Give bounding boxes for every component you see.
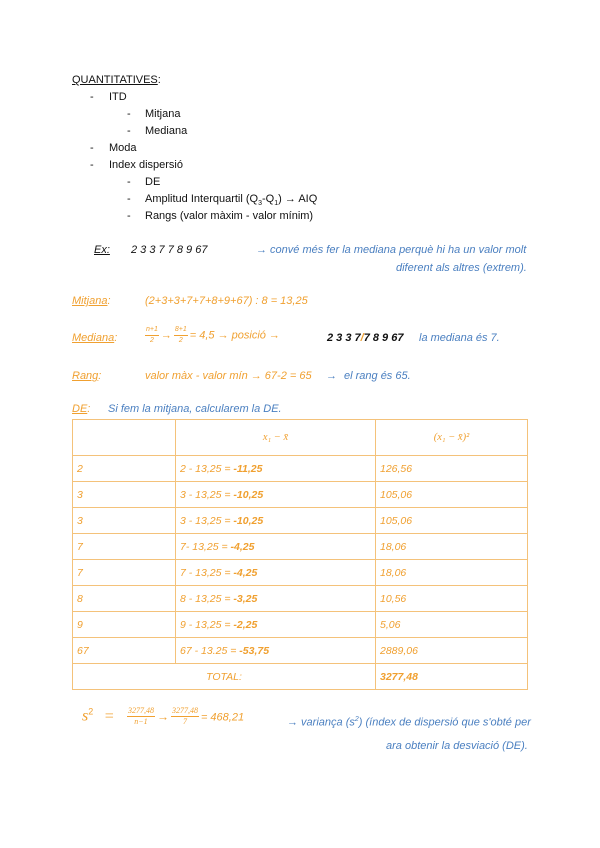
section-title-text: QUANTITATIVES [72, 74, 158, 86]
fraction-denominator: 7 [182, 717, 187, 726]
fraction-numerator: 8+1 [174, 325, 188, 336]
cell-x: 8 [73, 586, 176, 612]
table-row [73, 612, 528, 638]
mediana-result: = 4,5 → posició → [189, 329, 280, 342]
table-header-row [73, 420, 528, 456]
fraction-numerator: 3277,48 [171, 706, 198, 715]
de-label-text: DE [72, 403, 88, 415]
deviation-value: -53,75 [239, 644, 270, 657]
table-row [73, 482, 528, 508]
amplitud-mid: -Q [262, 193, 275, 205]
cell-squared: 5,06 [376, 612, 528, 638]
cell-deviation [176, 508, 376, 534]
rang-conclusion: el rang és 65. [344, 370, 411, 382]
total-label: TOTAL: [73, 664, 376, 690]
cell-squared: 18,06 [376, 534, 528, 560]
table-row [73, 638, 528, 664]
deviation-expr: 3 - 13,25 = [180, 514, 234, 527]
cell-squared: 10,56 [376, 586, 528, 612]
cell-squared: 105,06 [376, 508, 528, 534]
variance-symbol: s [82, 707, 89, 725]
example-values: 2 3 3 7 7 8 9 67 [131, 244, 208, 256]
mediana-fraction-1 [145, 325, 159, 346]
bullet-dash: - [127, 210, 131, 222]
de-intro: Si fem la mitjana, calcularem la DE. [108, 403, 282, 415]
bullet-dash: - [127, 108, 131, 120]
variance-note-line1 [287, 716, 531, 729]
header-cell-squared: (x₁ − x̄)² [376, 420, 528, 456]
deviation-value: -3,25 [233, 592, 258, 605]
table-row [73, 508, 528, 534]
example-label: Ex: [94, 244, 110, 256]
table-row [73, 534, 528, 560]
mediana-conclusion: la mediana és 7. [419, 332, 500, 344]
bullet-dash: - [90, 91, 94, 103]
cell-deviation [176, 638, 376, 664]
fraction-denominator: 2 [149, 337, 154, 344]
de-colon: : [87, 403, 91, 415]
deviation-value: -11,25 [233, 462, 263, 475]
median-divider: / [360, 332, 364, 344]
fraction-denominator: n−1 [134, 717, 148, 726]
cell-x: 7 [73, 534, 176, 560]
mitjana-label-text: Mitjana [72, 295, 108, 307]
bullet-dash: - [90, 159, 94, 171]
variance-formula [82, 706, 244, 727]
mediana-label-text: Mediana [72, 332, 115, 344]
deviation-expr: 67 - 13.25 = [180, 644, 240, 657]
outline-item-moda: Moda [109, 142, 137, 154]
outline-item-amplitud [145, 193, 317, 207]
deviation-expr: 7- 13,25 = [180, 540, 231, 553]
table-row [73, 456, 528, 482]
cell-deviation [176, 612, 376, 638]
equals-sign: = [103, 707, 115, 725]
section-title-colon: : [157, 74, 161, 86]
mediana-fraction-2 [174, 325, 188, 346]
rang-label-text: Rang [72, 370, 99, 382]
fraction-numerator: n+1 [145, 325, 159, 336]
header-cell-deviation: x₁ − x̄ [176, 420, 376, 456]
deviation-value: -10,25 [233, 514, 264, 527]
fraction-denominator: 2 [178, 337, 183, 344]
outline-item-mediana: Mediana [145, 125, 188, 137]
deviation-expr: 9 - 13,25 = [180, 618, 234, 631]
variance-fraction-1 [127, 706, 155, 727]
rang-colon: : [98, 370, 102, 382]
variance-note-line2: ara obtenir la desviació (DE). [386, 740, 528, 752]
bullet-dash: - [127, 193, 131, 205]
deviation-value: -2,25 [233, 618, 258, 631]
outline-item-rangs: Rangs (valor màxim - valor mínim) [145, 210, 314, 222]
mediana-sequence [327, 332, 403, 344]
arrow-icon: → [160, 329, 172, 342]
rang-label [72, 370, 101, 382]
deviation-table [72, 419, 528, 690]
rang-formula: valor màx - valor mín → 67-2 = 65 [145, 370, 312, 382]
example-note-line2: diferent als altres (extrem). [396, 262, 527, 274]
de-label [72, 403, 90, 415]
outline-item-de: DE [145, 176, 161, 188]
mediana-colon: : [114, 332, 118, 344]
deviation-value: -10,25 [233, 488, 264, 501]
deviation-value: -4,25 [230, 540, 255, 553]
outline-item-mitjana: Mitjana [145, 108, 181, 120]
mediana-label [72, 332, 117, 344]
table-row [73, 560, 528, 586]
variance-exponent: 2 [88, 706, 94, 717]
sequence-after: 7 8 9 67 [363, 332, 404, 344]
cell-x: 9 [73, 612, 176, 638]
bullet-dash: - [127, 125, 131, 137]
header-cell-x [73, 420, 176, 456]
amplitud-sub-q1: 1 [274, 200, 279, 208]
total-value: 3277,48 [376, 664, 528, 690]
fraction-numerator: 3277,48 [127, 706, 154, 715]
arrow-icon: → [326, 370, 337, 382]
cell-x: 2 [73, 456, 176, 482]
table-total-row [73, 664, 528, 690]
cell-squared: 2889,06 [376, 638, 528, 664]
cell-x: 67 [73, 638, 176, 664]
mitjana-label [72, 295, 111, 307]
bullet-dash: - [127, 176, 131, 188]
variance-note-exponent: 2 [354, 716, 359, 723]
bullet-dash: - [90, 142, 94, 154]
deviation-expr: 7 - 13,25 = [180, 566, 234, 579]
deviation-expr: 8 - 13,25 = [180, 592, 234, 605]
variance-result: = 468,21 [200, 711, 245, 724]
cell-deviation [176, 482, 376, 508]
cell-squared: 105,06 [376, 482, 528, 508]
mediana-formula [143, 325, 280, 346]
cell-deviation [176, 534, 376, 560]
cell-squared: 18,06 [376, 560, 528, 586]
amplitud-prefix: Amplitud Interquartil (Q [145, 193, 259, 205]
cell-deviation [176, 456, 376, 482]
deviation-expr: 2 - 13,25 = [180, 462, 234, 475]
section-title [72, 74, 161, 86]
cell-deviation [176, 560, 376, 586]
amplitud-suffix: ) → AIQ [278, 193, 318, 205]
arrow-icon: → [156, 709, 169, 724]
mitjana-colon: : [107, 295, 111, 307]
deviation-value: -4,25 [233, 566, 258, 579]
cell-x: 7 [73, 560, 176, 586]
outline-item-index: Index dispersió [109, 159, 183, 171]
mitjana-formula: (2+3+3+7+7+8+9+67) : 8 = 13,25 [145, 295, 308, 307]
amplitud-sub-q3: 3 [258, 200, 263, 208]
sequence-before: 2 3 3 7 [327, 332, 361, 344]
cell-squared: 126,56 [376, 456, 528, 482]
cell-x: 3 [73, 482, 176, 508]
cell-deviation [176, 586, 376, 612]
variance-note-prefix: → variança (s [287, 716, 355, 729]
table-row [73, 586, 528, 612]
outline-item-itd: ITD [109, 91, 127, 103]
variance-fraction-2 [171, 706, 199, 727]
cell-x: 3 [73, 508, 176, 534]
deviation-expr: 3 - 13,25 = [180, 488, 234, 501]
example-note-line1: → convé més fer la mediana perquè hi ha un valor molt [256, 244, 527, 256]
variance-note-suffix: ) (índex de dispersió que s'obté per [358, 716, 531, 729]
